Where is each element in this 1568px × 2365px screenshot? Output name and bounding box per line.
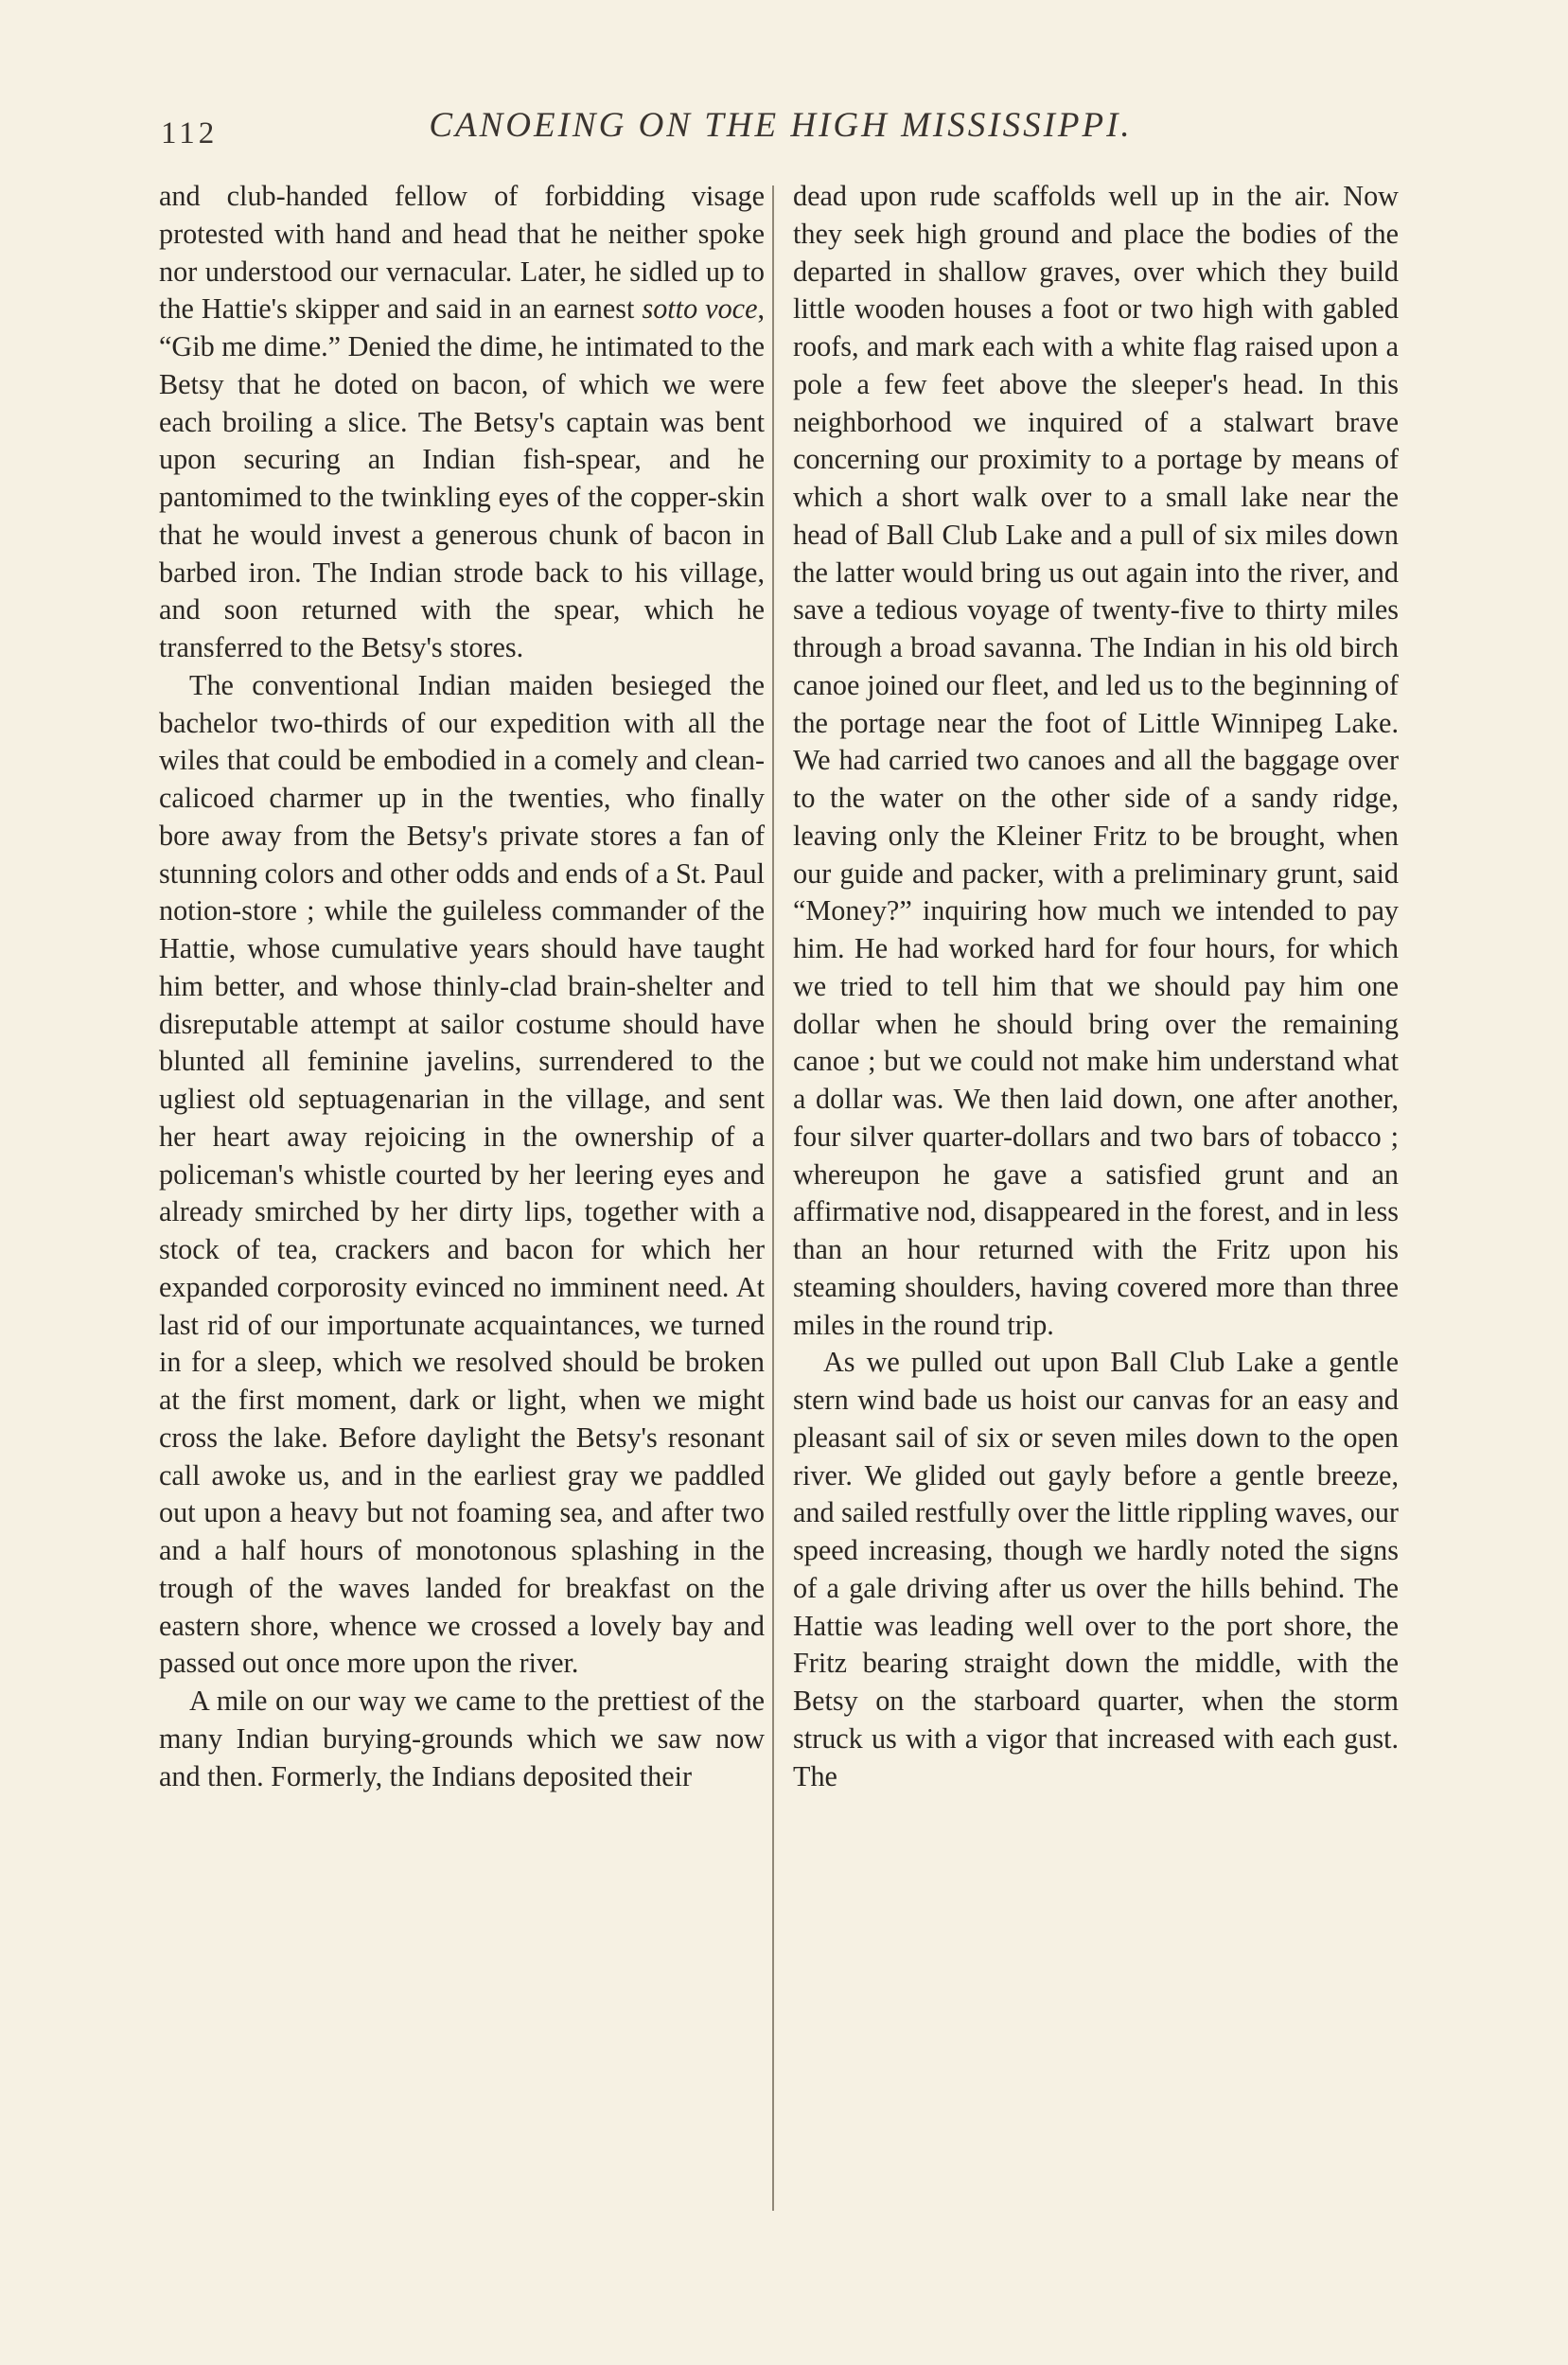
italic-text: sotto voce — [642, 292, 758, 326]
page-number: 112 — [161, 116, 219, 150]
paragraph — [793, 178, 1399, 1344]
right-text-column — [793, 178, 1399, 1795]
paragraph-text: dead upon rude scaffolds well up in the air. Now they seek high ground and place the bodies of the departed in shallow graves, over which they build little wooden houses a foot or two high with gabled roofs, and mark each with a white flag raised upon a pole a few feet above the sleeper's head. In this neighborhood we inquired of a stalwart brave concerning our proximity to a portage by means of which a short walk over to a small lake near the head of Ball Club Lake and a pull of six miles down the latter would bring us out again into the river, and save a tedious voyage of twenty-five to thirty miles through a broad savanna. The Indian in his old birch canoe joined our fleet, and led us to the beginning of the portage near the foot of Little Winnipeg Lake. We had carried two canoes and all the baggage over to the water on the other side of a sandy ridge, leaving only the Kleiner Fritz to be brought, when our guide and packer, with a preliminary grunt, said “Money?” inquiring how much we intended to pay him. He had worked hard for four hours, for which we tried to tell him that we should pay him one dollar when he should bring over the remaining canoe ; but we could not make him understand what a dollar was. We then laid down, one after another, four silver quarter-dollars and two bars of tobacco ; whereupon he gave a satisfied grunt and an affirmative nod, disappeared in the forest, and in less than an hour returned with the Fritz upon his steaming shoulders, having covered more than three miles in the round trip. — [793, 180, 1399, 1341]
running-title: CANOEING ON THE HIGH MISSISSIPPI. — [429, 106, 1133, 145]
paragraph — [159, 1683, 765, 1795]
paragraph — [159, 178, 765, 667]
column-divider — [772, 185, 774, 2211]
paragraph — [159, 667, 765, 1683]
paragraph-text: A mile on our way we came to the prettiest of the many Indian burying-grounds which we saw now and then. Formerly, the Indians deposited their — [159, 1685, 765, 1792]
paragraph-text: , “Gib me dime.” Denied the dime, he intimated to the Betsy that he doted on bacon, of which we were each broiling a slice. The Betsy's captain was bent upon securing an Indian fish-spear, and he pantomimed to the twinkling eyes of the copper-skin that he would invest a generous chunk of bacon in barbed iron. The Indian strode back to his village, and soon returned with the spear, which he transferred to the Betsy's stores. — [159, 292, 766, 663]
paragraph-text: and club-handed fellow of forbidding visage protested with hand and head that he neither spoke nor understood our vernacular. Later, he sidled up to the Hattie's skipper and said in an earnest — [159, 180, 765, 326]
paragraph — [793, 1344, 1399, 1795]
paragraph-text: The conventional Indian maiden besieged the bachelor two-thirds of our expedition with all the wiles that could be embodied in a comely and clean-calicoed charmer up in the twenties, who finally bore away from the Betsy's private stores a fan of stunning colors and other odds and ends of a St. Paul notion-store ; while the guileless commander of the Hattie, whose cumulative years should have taught him better, and whose thinly-clad brain-shelter and disreputable attempt at sailor costume should have blunted all feminine javelins, surrendered to the ugliest old septuagenarian in the village, and sent her heart away rejoicing in the ownership of a policeman's whistle courted by her leering eyes and already smirched by her dirty lips, together with a stock of tea, crackers and bacon for which her expanded corporosity evinced no imminent need. At last rid of our importunate acquaintances, we turned in for a sleep, which we resolved should be broken at the first moment, dark or light, when we might cross the lake. Before daylight the Betsy's resonant call awoke us, and in the earliest gray we paddled out upon a heavy but not foaming sea, and after two and a half hours of monotonous splashing in the trough of the waves landed for breakfast on the eastern shore, whence we crossed a lovely bay and passed out once more upon the river. — [159, 668, 765, 1680]
paragraph-text: As we pulled out upon Ball Club Lake a gentle stern wind bade us hoist our canvas for an easy and pleasant sail of six or seven miles down to the open river. We glided out gayly before a gentle breeze, and sailed restfully over the little rippling waves, our speed increasing, though we hardly noted the signs of a gale driving after us over the hills behind. The Hattie was leading well over to the port shore, the Fritz bearing straight down the middle, with the Betsy on the starboard quarter, when the storm struck us with a vigor that increased with each gust. The — [793, 1346, 1399, 1792]
left-text-column — [159, 178, 765, 1795]
page-header — [161, 99, 1401, 156]
